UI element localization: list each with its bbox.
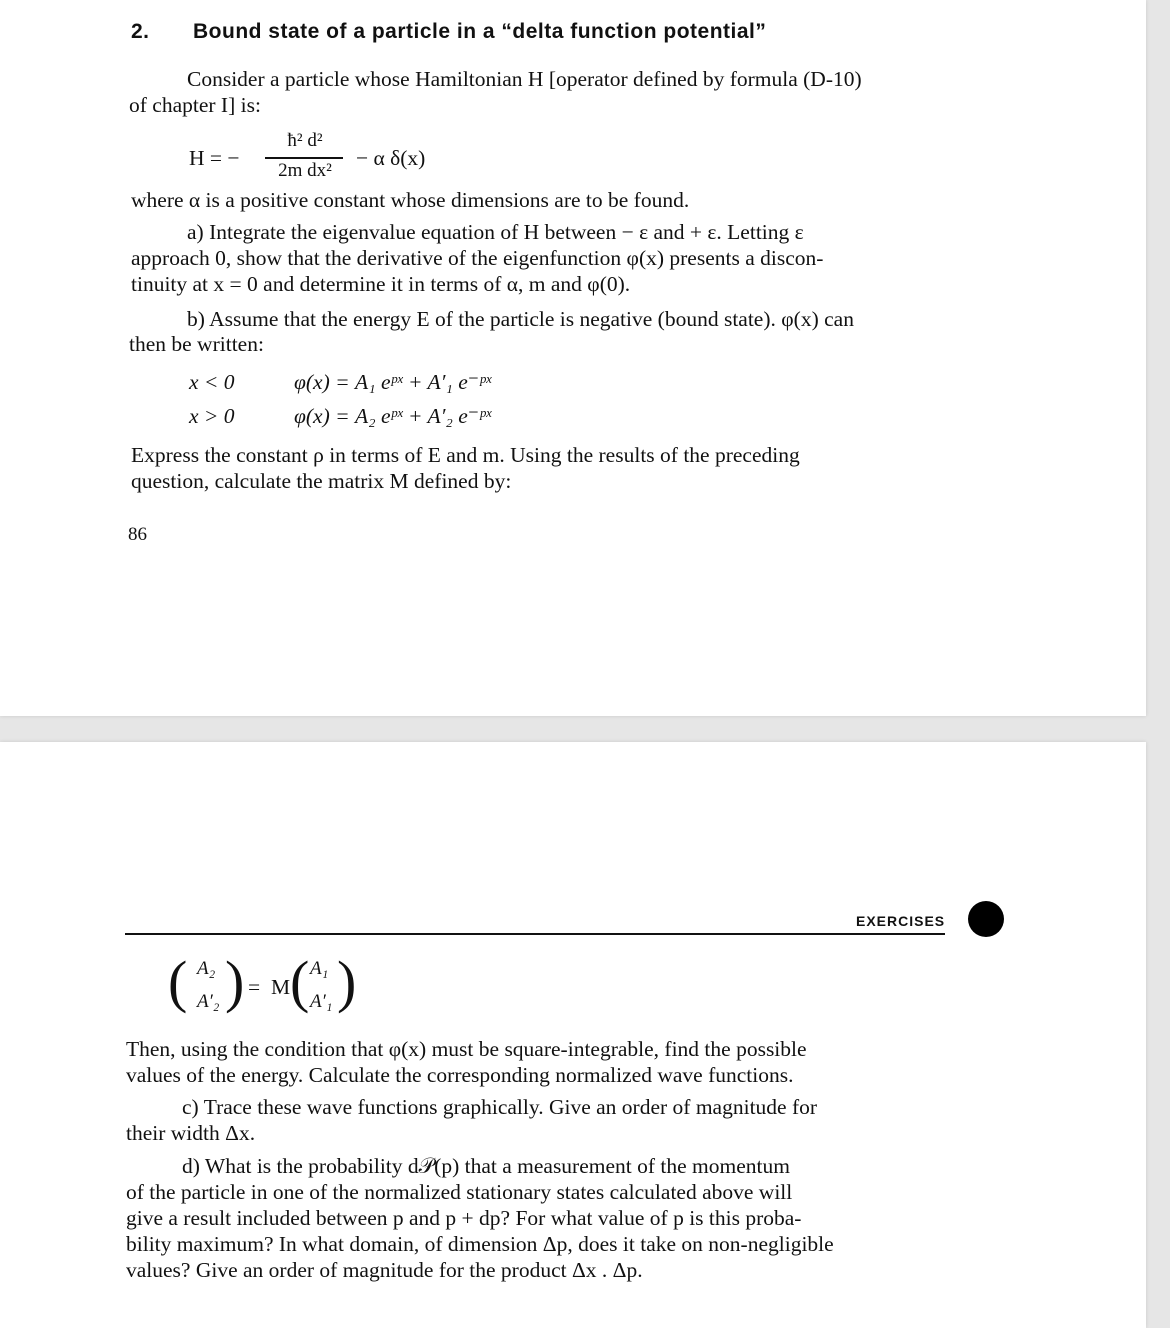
hamiltonian-lhs: H = − xyxy=(189,146,240,170)
part-a-line-1: a) Integrate the eigenvalue equation of H between − ε and + ε. Letting ε xyxy=(187,220,804,244)
page-number: 86 xyxy=(128,524,147,545)
part-c-line-2: their width Δx. xyxy=(126,1121,256,1145)
hamiltonian-denominator: 2m dx² xyxy=(278,160,332,181)
part-b-line-2: then be written: xyxy=(129,332,264,356)
part-d-line-5: values? Give an order of magnitude for the product Δx . Δp. xyxy=(126,1258,643,1282)
express-line-2: question, calculate the matrix M defined by: xyxy=(131,469,512,493)
matrix-right-top: A₁ xyxy=(310,958,329,979)
then-line-1: Then, using the condition that φ(x) must be square-integrable, find the possible xyxy=(126,1037,807,1061)
express-line-1: Express the constant ρ in terms of E and m. Using the results of the preceding xyxy=(131,443,800,467)
matrix-left-top: A₂ xyxy=(197,958,216,979)
fraction-bar xyxy=(265,157,343,159)
exercise-heading xyxy=(131,20,766,44)
case-1-expression: φ(x) = A₁ eᵖˣ + A′₁ e⁻ᵖˣ xyxy=(294,370,492,394)
part-b-line-1: b) Assume that the energy E of the particle is negative (bound state). φ(x) can xyxy=(187,307,854,331)
part-c-line-1: c) Trace these wave functions graphically. Give an order of magnitude for xyxy=(182,1095,818,1119)
exercise-title: Bound state of a particle in a “delta function potential” xyxy=(193,20,767,43)
right-paren-open: ( xyxy=(290,949,310,1014)
matrix-operator: M xyxy=(271,975,291,999)
intro-line-2: of chapter I] is: xyxy=(129,93,261,117)
bullet-dot xyxy=(968,901,1004,937)
part-d-line-3: give a result included between p and p + dp? For what value of p is this proba- xyxy=(126,1206,802,1230)
where-line: where α is a positive constant whose dimensions are to be found. xyxy=(131,188,690,212)
hamiltonian-numerator: ħ² d² xyxy=(287,130,323,151)
case-2-condition: x > 0 xyxy=(189,404,235,428)
right-paren-close: ) xyxy=(337,949,357,1014)
left-paren-open: ( xyxy=(168,949,188,1014)
part-d-line-4: bility maximum? In what domain, of dimension Δp, does it take on non-negligible xyxy=(126,1232,834,1256)
intro-line-1: Consider a particle whose Hamiltonian H [operator defined by formula (D-10) xyxy=(187,67,862,91)
matrix-equals: = xyxy=(248,975,261,999)
part-a-line-2: approach 0, show that the derivative of the eigenfunction φ(x) presents a discon- xyxy=(131,246,824,270)
running-head: EXERCISES xyxy=(856,913,946,929)
matrix-left-bottom: A′₂ xyxy=(197,991,220,1012)
hamiltonian-rhs: − α δ(x) xyxy=(356,146,426,170)
header-rule xyxy=(125,933,945,935)
then-line-2: values of the energy. Calculate the corresponding normalized wave functions. xyxy=(126,1063,794,1087)
case-2-expression: φ(x) = A₂ eᵖˣ + A′₂ e⁻ᵖˣ xyxy=(294,404,492,428)
part-a-line-3: tinuity at x = 0 and determine it in terms of α, m and φ(0). xyxy=(131,272,631,296)
matrix-right-bottom: A′₁ xyxy=(310,991,333,1012)
exercise-number: 2. xyxy=(131,20,150,43)
part-d-line-2: of the particle in one of the normalized stationary states calculated above will xyxy=(126,1180,793,1204)
left-paren-close: ) xyxy=(225,949,245,1014)
part-d-line-1: d) What is the probability d𝒫(p) that a measurement of the momentum xyxy=(182,1154,790,1178)
case-1-condition: x < 0 xyxy=(189,370,235,394)
